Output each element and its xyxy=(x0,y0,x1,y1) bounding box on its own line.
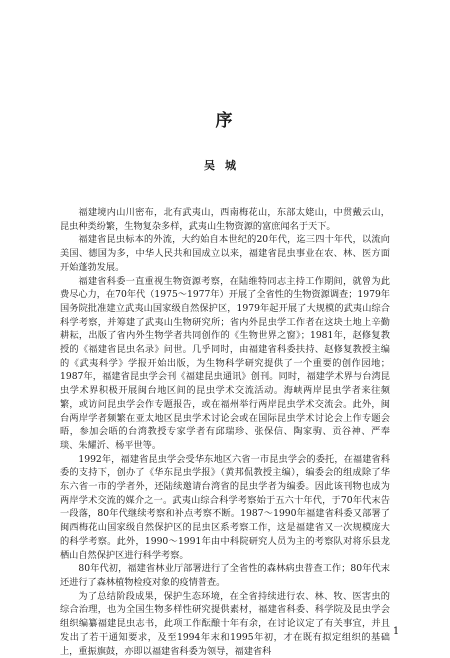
paragraph: 福建省科委一直重视生物资源考察，在陆维特同志主持工作期间，就曾为此费尽心力，在70年代（1975～1977年）开展了全省性的生物资源调查；1979年国务院批准建立武夷山国家级自然保护区，1979年起开展了大规模的武夷山综合科学考察，并筹建了武夷山生物研究所；省内外昆虫学工作者在这块土地上辛勤耕耘，出版了省内外生物学者共同创作的《生物世界之窗》；1981年，赵修复教授的《福建省昆虫名录》问世。几乎同时，由福建省科委扶持、赵修复教授主编的《武夷科学》学报开始出版，为生物科学研究提供了一个重要的创作园地；1987年，福建省昆虫学会刊《福建昆虫通讯》创刊。同时，福建学术界与台湾昆虫学术界积极开展闽台地区间的昆虫学术交流活动。海峡两岸昆虫学者来往频繁，或访问昆虫学会作专题报告，或在福州举行两岸昆虫学术交流会。此外，闽台两岸学者频繁在亚太地区昆虫学术讨论会或在国际昆虫学术讨论会上作专题会晤，参加会晤的台湾教授专家学者有邱瑞珍、张保信、陶家驹、贡谷神、严奉琰、朱耀沂、杨平世等。 xyxy=(60,275,390,451)
paragraph: 福建境内山川密布，北有武夷山，西南梅花山，东部太姥山，中贯戴云山，昆虫种类纷繁，生物复杂多样，武夷山生物资源的富庶闻名于天下。 xyxy=(60,207,390,232)
paragraph: 福建省昆虫标本的外流，大约始自本世纪的20年代，迄三四十年代，以流向美国、德国为多，中华人民共和国成立以来，福建省昆虫事业在农、林、医方面开始蓬勃发展。 xyxy=(60,234,390,273)
paragraph: 80年代初，福建省林业厅部署进行了全省性的森林病虫普查工作；80年代末还进行了森林植物检疫对象的疫情普查。 xyxy=(60,563,390,588)
page-number: 1 xyxy=(392,626,400,637)
paragraph: 为了总结阶段成果，保护生态环境，在全省持续进行农、林、牧、医害虫的综合治理，也为全国生物多样性研究提供素材，福建省科委、科学院及昆虫学会组织编纂福建昆虫志书，此项工作酝酿十年有余，在讨论议定了有关事宜，并且发出了若干通知要求，及至1994年末和1995年初，才在既有拟定组织的基础上，重振旗鼓，亦即以福建省科委为领导，福建省科 xyxy=(60,590,390,657)
preface-body xyxy=(60,206,390,658)
paragraph: 1992年，福建省昆虫学会受华东地区六省一市昆虫学会的委托，在福建省科委的支持下，创办了《华东昆虫学报》（黄邦侃教授主编），编委会的组成除了华东六省一市的学者外，还陆续邀请台湾省的昆虫学者为编委。因此该刊物也成为两岸学术交流的媒介之一。武夷山综合科学考察始于五六十年代，于70年代末告一段落，80年代继续考察和补点考察不断。1987～1990年福建省科委又部署了闽西梅花山国家级自然保护区的昆虫区系考察工作，这是福建省又一次规模庞大的科学考察。此外，1990～1991年由中科院研究人员为主的考察队对将乐县龙栖山自然保护区进行科学考察。 xyxy=(60,453,390,561)
page-title: 序 xyxy=(215,111,235,131)
author-name: 吴城 xyxy=(204,159,246,172)
